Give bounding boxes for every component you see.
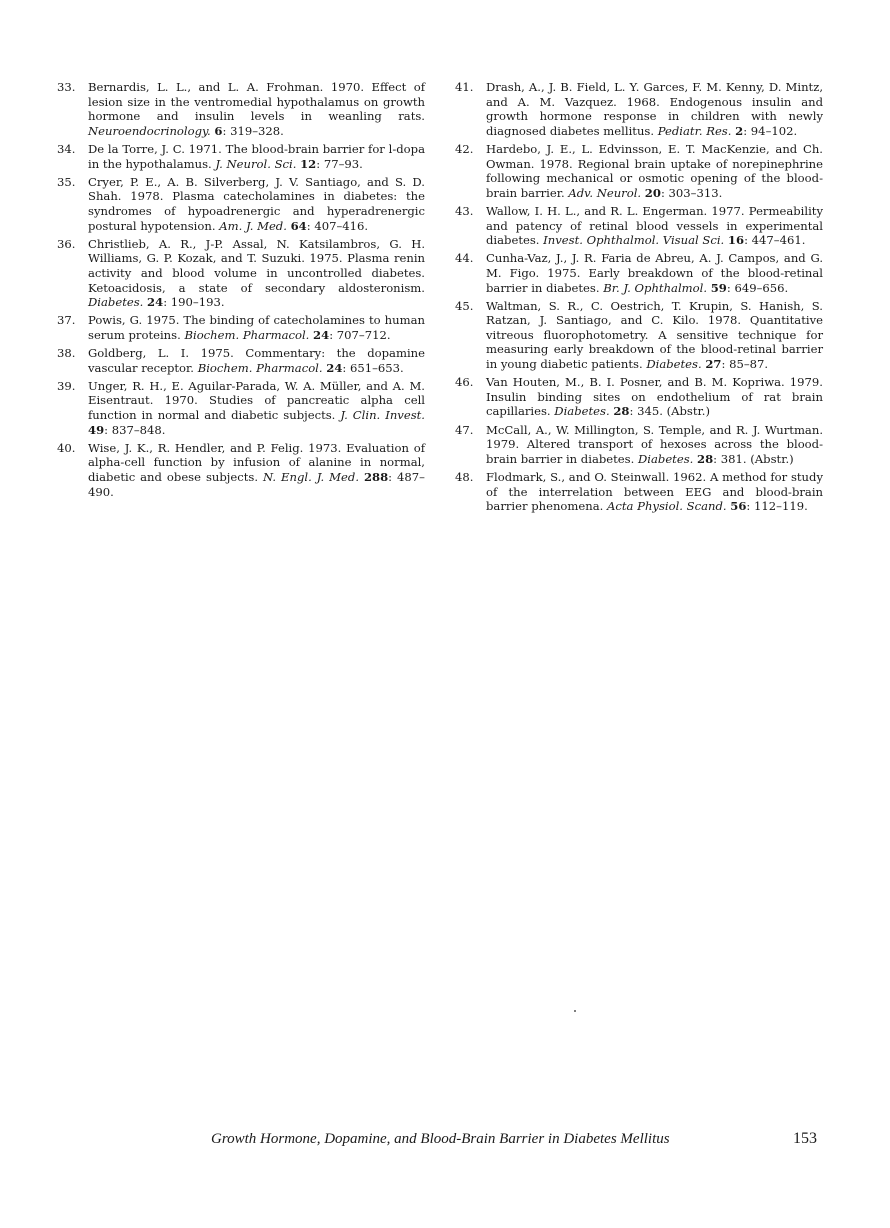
reference-item	[57, 80, 425, 138]
page-number: 153	[793, 1130, 817, 1147]
volume-number: 2	[735, 123, 744, 138]
journal-name: N. Engl. J. Med.	[263, 470, 359, 484]
volume-number: 49	[88, 422, 105, 437]
reference-number: 41.	[455, 80, 474, 94]
journal-name: J. Clin. Invest.	[340, 408, 425, 423]
reference-number: 35.	[57, 174, 76, 189]
journal-name: Biochem. Pharmacol.	[184, 327, 310, 342]
reference-text	[88, 441, 425, 499]
volume-number: 24	[147, 295, 164, 310]
reference-text	[486, 423, 823, 467]
stray-mark	[574, 1010, 576, 1012]
volume-number: 24	[326, 360, 343, 375]
reference-item	[57, 441, 425, 499]
citation-text: Powis, G. 1975. The binding of catecholamines to human serum proteins.	[88, 313, 425, 342]
citation-text: : 651–653.	[342, 360, 404, 375]
reference-text	[88, 346, 425, 375]
citation-text: Cunha-Vaz, J., J. R. Faria de Abreu, A. J. Campos, and G. M. Figo. 1975. Early breakdown of the blood-retinal barrier in diabetes.	[486, 251, 823, 295]
reference-number: 46.	[455, 375, 474, 390]
journal-name: Am. J. Med.	[219, 218, 287, 233]
reference-number: 47.	[455, 422, 474, 437]
citation-text: Drash, A., J. B. Field, L. Y. Garces, F. M. Kenny, D. Mintz, and A. M. Vazquez. 1968. Endogenous insulin and growth hormone response in children with newly diagnosed diabetes mellitus.	[486, 80, 823, 138]
reference-text	[88, 142, 425, 171]
journal-name: Diabetes.	[554, 404, 610, 419]
journal-name: Br. J. Ophthalmol.	[603, 280, 708, 295]
reference-text	[486, 299, 823, 372]
journal-name: Diabetes.	[646, 357, 702, 372]
citation-text: Waltman, S. R., C. Oestrich, T. Krupin, S. Hanish, S. Ratzan, J. Santiago, and C. Kilo. 1978. Quantitative vitreous fluorophotometry. A sensitive technique for measuring early breakdown of the blood-retinal barrier in young diabetic patients.	[486, 298, 823, 372]
reference-item	[455, 299, 823, 372]
citation-text: : 407–416.	[306, 218, 369, 233]
citation-text: Hardebo, J. E., L. Edvinsson, E. T. MacKenzie, and Ch. Owman. 1978. Regional brain uptake of norepinephrine following mechanical or osmotic opening of the blood-brain barrier.	[486, 141, 823, 200]
citation-text: : 447–461.	[744, 233, 806, 248]
citation-text: : 319–328.	[222, 123, 284, 138]
reference-number: 39.	[57, 378, 76, 393]
reference-item	[455, 375, 823, 419]
citation-text: : 707–712.	[329, 327, 391, 342]
citation-text: : 381. (Abstr.)	[713, 451, 794, 466]
citation-text: Christlieb, A. R., J-P. Assal, N. Katsilambros, G. H. Williams, G. P. Kozak, and T. Suzuki. 1975. Plasma renin activity and blood volume in uncontrolled diabetes. Ketoacidosis, a state of secondary aldosteronism.	[88, 236, 425, 295]
reference-number: 44.	[455, 251, 474, 266]
journal-name: Diabetes.	[88, 295, 144, 310]
volume-number: 28	[613, 404, 630, 419]
journal-name: Adv. Neurol.	[568, 185, 642, 200]
citation-text: Wise, J. K., R. Hendler, and P. Felig. 1973. Evaluation of alpha-cell function by infusion of alanine in normal, diabetic and obese subjects.	[88, 440, 425, 484]
references-left-column	[57, 80, 425, 503]
citation-text: : 77–93.	[316, 156, 363, 171]
volume-number: 6	[214, 123, 223, 138]
reference-item	[455, 80, 823, 138]
citation-text: Goldberg, L. I. 1975. Commentary: the dopamine vascular receptor.	[88, 346, 425, 375]
citation-text: : 487–490.	[88, 470, 425, 499]
citation-text: : 837–848.	[104, 422, 166, 437]
reference-item	[455, 142, 823, 200]
citation-text: Cryer, P. E., A. B. Silverberg, J. V. Santiago, and S. D. Shah. 1978. Plasma catecholamines in diabetes: the syndromes of hypoadrenergic and hyperadrenergic postural hypotension.	[88, 174, 425, 233]
reference-text	[486, 80, 823, 138]
journal-name: Biochem. Pharmacol.	[197, 360, 323, 375]
running-title: Growth Hormone, Dopamine, and Blood-Brain Barrier in Diabetes Mellitus	[211, 1131, 670, 1147]
volume-number: 20	[644, 185, 661, 200]
reference-text	[88, 80, 425, 138]
reference-item	[455, 251, 823, 295]
citation-text: Wallow, I. H. L., and R. L. Engerman. 1977. Permeability and patency of retinal blood vessels in experimental diabetes.	[486, 203, 823, 248]
citation-text: Bernardis, L. L., and L. A. Frohman. 1970. Effect of lesion size in the ventromedial hypothalamus on growth hormone and insulin levels in weanling rats.	[88, 80, 425, 124]
citation-text: Van Houten, M., B. I. Posner, and B. M. Kopriwa. 1979. Insulin binding sites on endothelium of rat brain capillaries.	[486, 375, 823, 419]
reference-text	[486, 204, 823, 248]
citation-text: McCall, A., W. Millington, S. Temple, and R. J. Wurtman. 1979. Altered transport of hexoses across the blood-brain barrier in diabetes.	[486, 422, 823, 466]
journal-name: Diabetes.	[637, 451, 694, 466]
citation-text: : 649–656.	[726, 280, 789, 295]
journal-name: Neuroendocrinology.	[88, 123, 211, 138]
reference-text	[88, 379, 425, 437]
journal-name: Acta Physiol. Scand.	[607, 499, 727, 514]
reference-number: 43.	[455, 203, 474, 218]
journal-name: Invest. Ophthalmol. Visual Sci.	[543, 233, 725, 248]
volume-number: 16	[727, 233, 745, 248]
reference-item	[57, 237, 425, 310]
volume-number: 56	[730, 499, 747, 514]
reference-item	[57, 313, 425, 342]
reference-number: 36.	[57, 236, 76, 251]
reference-number: 42.	[455, 141, 474, 156]
reference-item	[57, 346, 425, 375]
citation-text: : 190–193.	[163, 295, 225, 310]
reference-text	[486, 251, 823, 295]
volume-number: 12	[300, 156, 317, 171]
citation-text: : 112–119.	[746, 499, 808, 514]
volume-number: 24	[313, 327, 330, 342]
reference-item	[455, 470, 823, 514]
citation-text: : 85–87.	[721, 357, 769, 372]
reference-text	[88, 313, 425, 342]
journal-name: J. Neurol. Sci.	[215, 156, 297, 171]
reference-text	[486, 470, 823, 514]
reference-number: 38.	[57, 346, 76, 361]
reference-item	[57, 175, 425, 233]
citation-text: De la Torre, J. C. 1971. The blood-brain barrier for l-dopa in the hypothalamus.	[88, 141, 425, 171]
reference-number: 48.	[455, 470, 474, 484]
reference-text	[486, 142, 823, 200]
volume-number: 64	[290, 218, 307, 233]
reference-number: 40.	[57, 440, 76, 455]
reference-number: 37.	[57, 313, 76, 328]
reference-item	[57, 142, 425, 171]
reference-number: 45.	[455, 298, 474, 313]
reference-text	[88, 175, 425, 233]
reference-item	[455, 423, 823, 467]
citation-text: : 303–313.	[660, 185, 723, 200]
volume-number: 28	[697, 451, 714, 466]
reference-number: 33.	[57, 80, 76, 94]
references-right-column	[455, 80, 823, 517]
citation-text: : 94–102.	[743, 123, 798, 138]
journal-name: Pediatr. Res.	[657, 123, 732, 138]
reference-text	[88, 237, 425, 310]
volume-number: 288	[363, 470, 389, 484]
volume-number: 59	[710, 280, 727, 295]
reference-number: 34.	[57, 141, 76, 156]
reference-item	[57, 379, 425, 437]
citation-text: Flodmark, S., and O. Steinwall. 1962. A method for study of the interrelation between EEG and blood-brain barrier phenomena.	[486, 470, 823, 514]
citation-text: : 345. (Abstr.)	[629, 404, 710, 419]
citation-text: Unger, R. H., E. Aguilar-Parada, W. A. Müller, and A. M. Eisentraut. 1970. Studies of pancreatic alpha cell function in normal and diabetic subjects.	[88, 378, 425, 423]
reference-item	[455, 204, 823, 248]
reference-text	[486, 375, 823, 419]
volume-number: 27	[705, 357, 722, 372]
